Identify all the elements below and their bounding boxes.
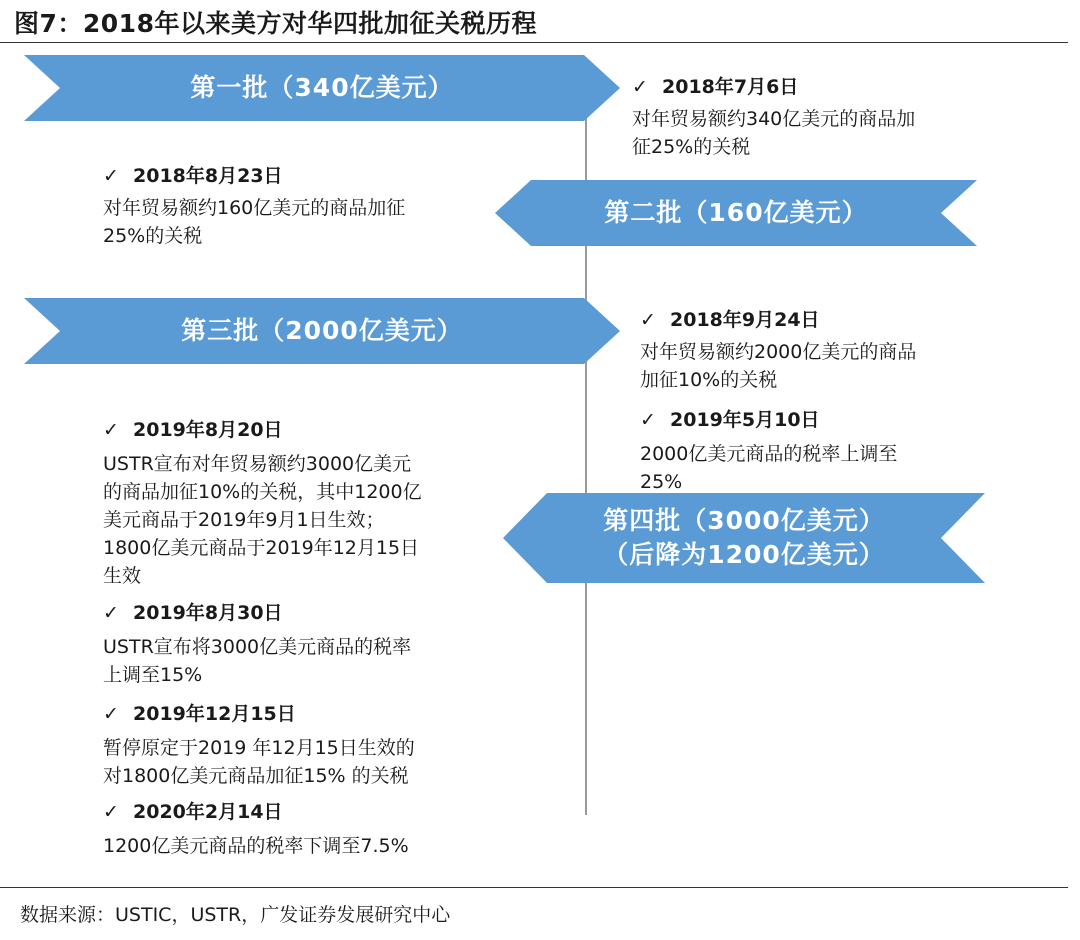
event-2019-08-20 [103, 416, 533, 590]
event-description: 对年贸易额约340亿美元的商品加 征25%的关税 [632, 108, 916, 158]
event-date: 2019年8月20日 [133, 419, 283, 441]
event-2019-08-30 [103, 599, 533, 689]
event-description: USTR宣布对年贸易额约3000亿美元 的商品加征10%的关税，其中1200亿 美元商品于2019年9月1日生效； 1800亿美元商品于2019年12月15日 生效 [103, 453, 422, 587]
batch-1-banner [24, 55, 620, 121]
checkmark-icon: ✓ [640, 309, 656, 331]
event-2018-09-24 [640, 306, 1040, 394]
event-date: 2020年2月14日 [133, 801, 283, 823]
event-date: 2018年9月24日 [670, 309, 820, 331]
checkmark-icon: ✓ [103, 703, 119, 725]
event-description: 1200亿美元商品的税率下调至7.5% [103, 835, 409, 857]
event-2019-05-10 [640, 406, 1040, 496]
event-date: 2018年8月23日 [133, 165, 283, 187]
event-2018-07-06 [632, 73, 1032, 161]
bottom-divider [0, 887, 1068, 888]
batch-3-label: 第三批（2000亿美元） [181, 316, 463, 346]
event-description: USTR宣布将3000亿美元商品的税率 上调至15% [103, 636, 412, 686]
event-2018-08-23 [103, 162, 523, 250]
checkmark-icon: ✓ [103, 165, 119, 187]
checkmark-icon: ✓ [103, 602, 119, 624]
checkmark-icon: ✓ [103, 419, 119, 441]
figure-title: 图7：2018年以来美方对华四批加征关税历程 [14, 9, 537, 38]
event-description: 2000亿美元商品的税率上调至 25% [640, 443, 898, 493]
timeline-axis [585, 60, 587, 815]
batch-4-banner [503, 493, 985, 583]
source-note: 数据来源：USTIC，USTR，广发证券发展研究中心 [20, 904, 451, 926]
checkmark-icon: ✓ [632, 76, 648, 98]
batch-4-label-line-1: 第四批（3000亿美元） [603, 506, 885, 536]
batch-4-label-line-2: （后降为1200亿美元） [603, 540, 885, 569]
event-date: 2019年8月30日 [133, 602, 283, 624]
event-description: 暂停原定于2019 年12月15日生效的 对1800亿美元商品加征15% 的关税 [103, 737, 415, 787]
batch-2-label: 第二批（160亿美元） [604, 198, 868, 228]
event-2020-02-14 [103, 798, 533, 860]
top-divider [0, 42, 1068, 43]
batch-1-label: 第一批（340亿美元） [190, 73, 454, 103]
event-date: 2019年12月15日 [133, 703, 296, 725]
batch-3-banner [24, 298, 620, 364]
checkmark-icon: ✓ [640, 409, 656, 431]
batch-2-banner [495, 180, 977, 246]
event-2019-12-15 [103, 700, 533, 790]
event-description: 对年贸易额约2000亿美元的商品 加征10%的关税 [640, 341, 917, 391]
event-date: 2019年5月10日 [670, 409, 820, 431]
checkmark-icon: ✓ [103, 801, 119, 823]
event-description: 对年贸易额约160亿美元的商品加征 25%的关税 [103, 197, 406, 247]
event-date: 2018年7月6日 [662, 76, 799, 98]
